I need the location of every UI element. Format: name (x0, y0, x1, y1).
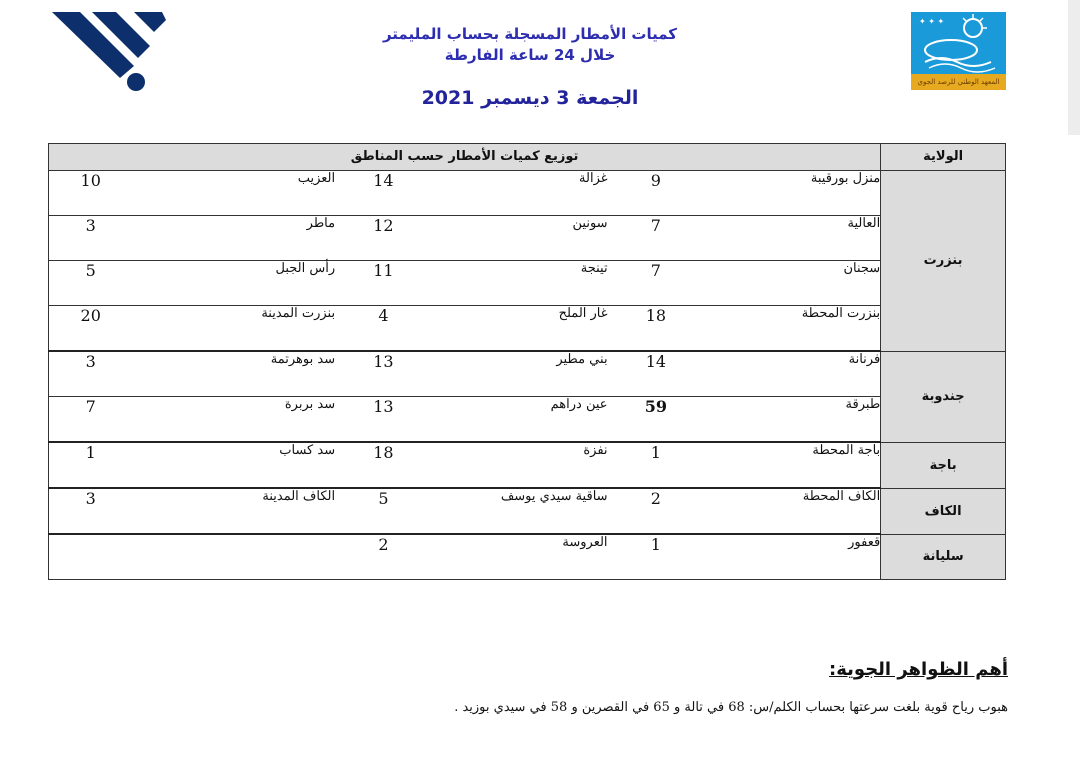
rain-value: 7 (621, 261, 691, 306)
title-line1: كميات الأمطار المسجلة بحساب المليمتر (382, 25, 678, 43)
distribution-header: توزيع كميات الأمطار حسب المناطق (49, 144, 881, 171)
rain-value: 10 (49, 171, 133, 216)
station-name: باجة المحطة (691, 442, 881, 488)
rain-value: 1 (621, 442, 691, 488)
rain-value: 20 (49, 306, 133, 352)
table-header-row (49, 144, 1006, 171)
rain-value: 13 (349, 397, 419, 443)
station-name: فرنانة (691, 351, 881, 397)
rain-value: 9 (621, 171, 691, 216)
rain-value: 5 (49, 261, 133, 306)
stripes-logo (52, 10, 172, 95)
governorate-cell: سليانة (881, 534, 1006, 580)
rain-value: 2 (621, 488, 691, 534)
rain-value: 12 (349, 216, 419, 261)
station-name: العالية (691, 216, 881, 261)
report-date: الجمعة 3 ديسمبر 2021 (421, 87, 639, 109)
table-row (49, 306, 1006, 352)
rain-value: 14 (621, 351, 691, 397)
right-edge-strip (1068, 0, 1080, 135)
table-row (49, 442, 1006, 488)
station-name: طبرقة (691, 397, 881, 443)
table-row (49, 534, 1006, 580)
rain-value: 18 (349, 442, 419, 488)
svg-text:✦ ✦ ✦: ✦ ✦ ✦ (919, 17, 945, 26)
rain-value: 3 (49, 216, 133, 261)
rain-value: 4 (349, 306, 419, 352)
station-name: بنزرت المحطة (691, 306, 881, 352)
station-name: غزالة (418, 171, 607, 216)
phenomena-text: هبوب رياح قوية بلغت سرعتها بحساب الكلم/س: 68 في تالة و 65 في القصرين و 58 في سيدي بوزيد . (454, 700, 1008, 715)
rain-value: 1 (621, 534, 691, 580)
station-name: غار الملح (418, 306, 607, 352)
rain-value: 18 (621, 306, 691, 352)
station-name: سد بربرة (146, 397, 335, 443)
station-name: رأس الجبل (146, 261, 335, 306)
station-name: تينجة (418, 261, 607, 306)
table-row (49, 351, 1006, 397)
station-name: ماطر (146, 216, 335, 261)
station-name: منزل بورقيبة (691, 171, 881, 216)
station-name: نفزة (418, 442, 607, 488)
station-name: سونين (418, 216, 607, 261)
rain-value (49, 534, 133, 580)
table-row (49, 216, 1006, 261)
station-name (146, 534, 335, 580)
station-name: الكاف المحطة (691, 488, 881, 534)
station-name: العزيب (146, 171, 335, 216)
table-row (49, 261, 1006, 306)
rain-value: 7 (621, 216, 691, 261)
station-name: بنزرت المدينة (146, 306, 335, 352)
rain-value: 14 (349, 171, 419, 216)
logo-caption: المعهد الوطني للرصد الجوي (917, 78, 1000, 86)
rain-value: 3 (49, 488, 133, 534)
station-name: بني مطير (418, 351, 607, 397)
governorate-header: الولاية (881, 144, 1006, 171)
station-name: سجنان (691, 261, 881, 306)
station-name: الكاف المدينة (146, 488, 335, 534)
governorate-cell: باجة (881, 442, 1006, 488)
station-name: ساقية سيدي يوسف (418, 488, 607, 534)
rain-value: 11 (349, 261, 419, 306)
table-row (49, 488, 1006, 534)
table-row (49, 397, 1006, 443)
station-name: قعفور (691, 534, 881, 580)
phenomena-title: أهم الظواهر الجوية: (829, 659, 1008, 680)
governorate-cell: جندوبة (881, 351, 1006, 442)
rain-value: 2 (349, 534, 419, 580)
station-name: العروسة (418, 534, 607, 580)
rain-value: 5 (349, 488, 419, 534)
report-title (300, 24, 760, 66)
governorate-cell: بنزرت (881, 171, 1006, 352)
station-name: عين دراهم (418, 397, 607, 443)
rain-value: 1 (49, 442, 133, 488)
title-line2: خلال 24 ساعة الفارطة (444, 46, 616, 64)
rain-value: 3 (49, 351, 133, 397)
rain-value: 7 (49, 397, 133, 443)
station-name: سد كساب (146, 442, 335, 488)
governorate-cell: الكاف (881, 488, 1006, 534)
inm-logo (911, 12, 1006, 90)
rainfall-table (48, 143, 1006, 580)
table-row (49, 171, 1006, 216)
rain-value: 13 (349, 351, 419, 397)
station-name: سد بوهرتمة (146, 351, 335, 397)
rain-value: 59 (621, 397, 691, 443)
